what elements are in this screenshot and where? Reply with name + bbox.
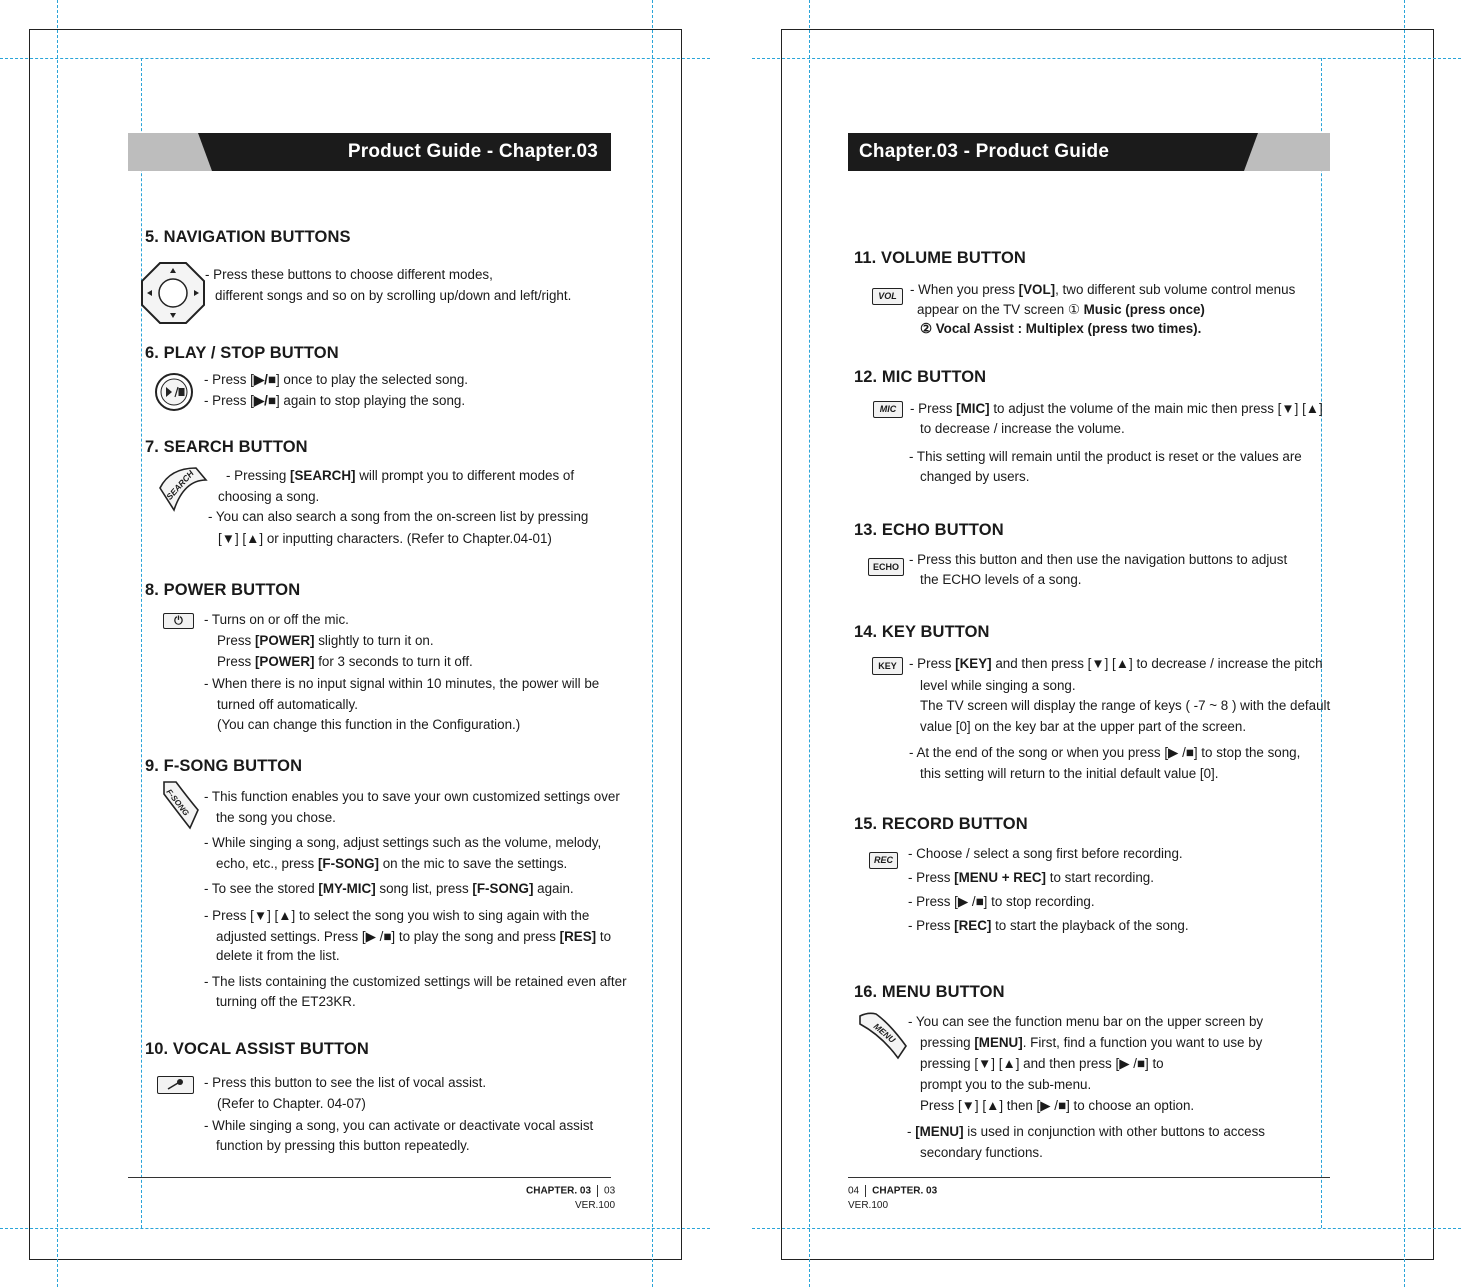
key-button-icon: KEY: [872, 657, 903, 675]
f-song-icon-label: F-SONG: [164, 787, 191, 818]
text-line: - Choose / select a song first before recording.: [908, 846, 1183, 861]
section-title: 15. RECORD BUTTON: [854, 815, 1028, 833]
text-line: the ECHO levels of a song.: [920, 572, 1082, 587]
text-line: - While singing a song, you can activate or deactivate vocal assist: [204, 1118, 594, 1133]
text-line: level while singing a song.: [920, 678, 1076, 693]
power-button-icon: ⏻: [163, 613, 194, 629]
text-line: - When there is no input signal within 10 minutes, the power will be: [204, 676, 600, 691]
section-title: 5. NAVIGATION BUTTONS: [145, 228, 351, 246]
text-line: - Press [MIC] to adjust the volume of the main mic then press [▼] [▲]: [910, 401, 1323, 416]
text-line: - Press [▶ /■] to stop recording.: [908, 894, 1095, 909]
menu-section: [854, 983, 1005, 1002]
text-line: echo, etc., press [F-SONG] on the mic to save the settings.: [216, 856, 568, 871]
section-title: 7. SEARCH BUTTON: [145, 438, 308, 456]
vocal-assist-section: [145, 1040, 369, 1059]
section-title: 6. PLAY / STOP BUTTON: [145, 344, 339, 362]
left-header-title: Product Guide - Chapter.03: [347, 141, 598, 162]
section-title: 9. F-SONG BUTTON: [145, 757, 303, 775]
section-title: 14. KEY BUTTON: [854, 623, 990, 641]
section-title: 10. VOCAL ASSIST BUTTON: [145, 1040, 369, 1058]
text-line: - Turns on or off the mic.: [204, 612, 349, 627]
text-line: value [0] on the key bar at the upper part of the screen.: [920, 719, 1247, 734]
guide-line: [141, 58, 142, 1228]
text-line: Press [▼] [▲] then [▶ /■] to choose an option.: [920, 1098, 1195, 1113]
text-line: delete it from the list.: [216, 948, 340, 963]
rec-button-icon: REC: [869, 852, 898, 869]
power-section: [145, 581, 300, 600]
footer-chapter: CHAPTER. 03: [872, 1185, 938, 1197]
play-stop-button-icon: [154, 372, 194, 412]
text-line: - Press [▶/■] once to play the selected song.: [204, 372, 469, 387]
play-stop-section: [145, 344, 339, 363]
text-line: turned off automatically.: [217, 697, 358, 712]
right-footer-rule: [848, 1177, 1330, 1178]
text-line: - Press [MENU + REC] to start recording.: [908, 870, 1154, 885]
mic-button-icon: MIC: [873, 401, 903, 418]
text-line: - Press [▼] [▲] to select the song you wish to sing again with the: [204, 908, 590, 923]
text-line: - [MENU] is used in conjunction with other buttons to access: [907, 1124, 1266, 1139]
guide-line: [752, 58, 1461, 59]
text-line: - Press these buttons to choose different modes,: [205, 267, 493, 282]
f-song-button-icon: [160, 780, 200, 830]
navigation-pad-icon: [140, 261, 206, 325]
text-line: - You can see the function menu bar on the upper screen by: [908, 1014, 1264, 1029]
right-header-bar: [848, 133, 1330, 171]
text-line: changed by users.: [920, 469, 1030, 484]
text-line: Press [POWER] slightly to turn it on.: [217, 633, 434, 648]
right-footer: [848, 1185, 937, 1197]
search-button-icon: [156, 466, 210, 514]
vocal-assist-button-icon: [157, 1076, 194, 1094]
text-line: pressing [▼] [▲] and then press [▶ /■] to: [920, 1056, 1164, 1071]
text-line: ② Vocal Assist : Multiplex (press two times).: [920, 321, 1202, 336]
left-footer-rule: [128, 1177, 611, 1178]
guide-line: [809, 0, 810, 1287]
section-title: 8. POWER BUTTON: [145, 581, 301, 599]
guide-line: [752, 1228, 1461, 1229]
text-line: Press [POWER] for 3 seconds to turn it off.: [217, 654, 473, 669]
menu-icon-label: MENU: [871, 1021, 898, 1045]
guide-line: [1404, 0, 1405, 1287]
text-line: the song you chose.: [216, 810, 336, 825]
text-line: (You can change this function in the Configuration.): [217, 717, 521, 732]
guide-line: [652, 0, 653, 1287]
section-title: 12. MIC BUTTON: [854, 368, 987, 386]
text-line: - Press this button and then use the navigation buttons to adjust: [909, 552, 1288, 567]
vol-button-icon: VOL: [872, 288, 903, 305]
text-line: The TV screen will display the range of keys ( -7 ~ 8 ) with the default: [920, 698, 1331, 713]
text-line: this setting will return to the initial default value [0].: [920, 766, 1219, 781]
text-line: appear on the TV screen ① Music (press once): [917, 302, 1205, 317]
text-line: (Refer to Chapter. 04-07): [217, 1096, 366, 1111]
guide-line: [1321, 58, 1322, 1228]
section-title: 11. VOLUME BUTTON: [854, 249, 1026, 267]
text-line: secondary functions.: [920, 1145, 1043, 1160]
navigation-section: [145, 228, 351, 247]
text-line: [▼] [▲] or inputting characters. (Refer to Chapter.04-01): [218, 531, 552, 546]
text-line: turning off the ET23KR.: [216, 994, 356, 1009]
text-line: adjusted settings. Press [▶ /■] to play the song and press [RES] to: [216, 929, 612, 944]
text-line: - Press [REC] to start the playback of the song.: [908, 918, 1189, 933]
guide-line: [57, 0, 58, 1287]
right-header-title: Chapter.03 - Product Guide: [859, 141, 1110, 162]
text-line: to decrease / increase the volume.: [920, 421, 1125, 436]
text-line: - The lists containing the customized settings will be retained even after: [204, 974, 627, 989]
text-line: - At the end of the song or when you press [▶ /■] to stop the song,: [909, 745, 1301, 760]
text-line: - Press [KEY] and then press [▼] [▲] to decrease / increase the pitch: [909, 656, 1323, 671]
text-line: - Pressing [SEARCH] will prompt you to different modes of: [226, 468, 575, 483]
right-page-trim: [781, 29, 1434, 1260]
footer-page-number: 04: [848, 1185, 860, 1197]
left-footer: [526, 1185, 615, 1197]
menu-button-icon: [858, 1010, 908, 1060]
text-line: choosing a song.: [218, 489, 320, 504]
record-section: [854, 815, 1028, 834]
text-line: - This function enables you to save your own customized settings over: [204, 789, 620, 804]
search-icon-label: SEARCH: [164, 468, 196, 502]
echo-button-icon: ECHO: [868, 558, 904, 576]
section-title: 16. MENU BUTTON: [854, 983, 1005, 1001]
key-section: [854, 623, 990, 642]
mic-section: [854, 368, 986, 387]
text-line: - When you press [VOL], two different sub volume control menus: [910, 282, 1296, 297]
text-line: - While singing a song, adjust settings such as the volume, melody,: [204, 835, 602, 850]
footer-page-number: 03: [604, 1185, 616, 1197]
text-line: function by pressing this button repeatedly.: [216, 1138, 470, 1153]
text-line: - Press [▶/■] again to stop playing the song.: [204, 393, 466, 408]
text-line: - This setting will remain until the product is reset or the values are: [909, 449, 1302, 464]
text-line: pressing [MENU]. First, find a function you want to use by: [920, 1035, 1263, 1050]
echo-section: [854, 521, 1004, 540]
text-line: - You can also search a song from the on-screen list by pressing: [208, 509, 589, 524]
right-footer-version: VER.100: [848, 1200, 889, 1211]
guide-line: [0, 58, 710, 59]
text-line: different songs and so on by scrolling up/down and left/right.: [215, 288, 572, 303]
section-title: 13. ECHO BUTTON: [854, 521, 1004, 539]
footer-chapter: CHAPTER. 03: [526, 1185, 592, 1197]
volume-section: [854, 249, 1026, 268]
text-line: prompt you to the sub-menu.: [920, 1077, 1092, 1092]
f-song-section: [145, 757, 302, 776]
search-section: [145, 438, 308, 457]
left-header-bar: [128, 133, 611, 171]
left-footer-version: VER.100: [575, 1200, 616, 1211]
text-line: - To see the stored [MY-MIC] song list, press [F-SONG] again.: [204, 881, 574, 896]
text-line: - Press this button to see the list of vocal assist.: [204, 1075, 487, 1090]
guide-line: [0, 1228, 710, 1229]
